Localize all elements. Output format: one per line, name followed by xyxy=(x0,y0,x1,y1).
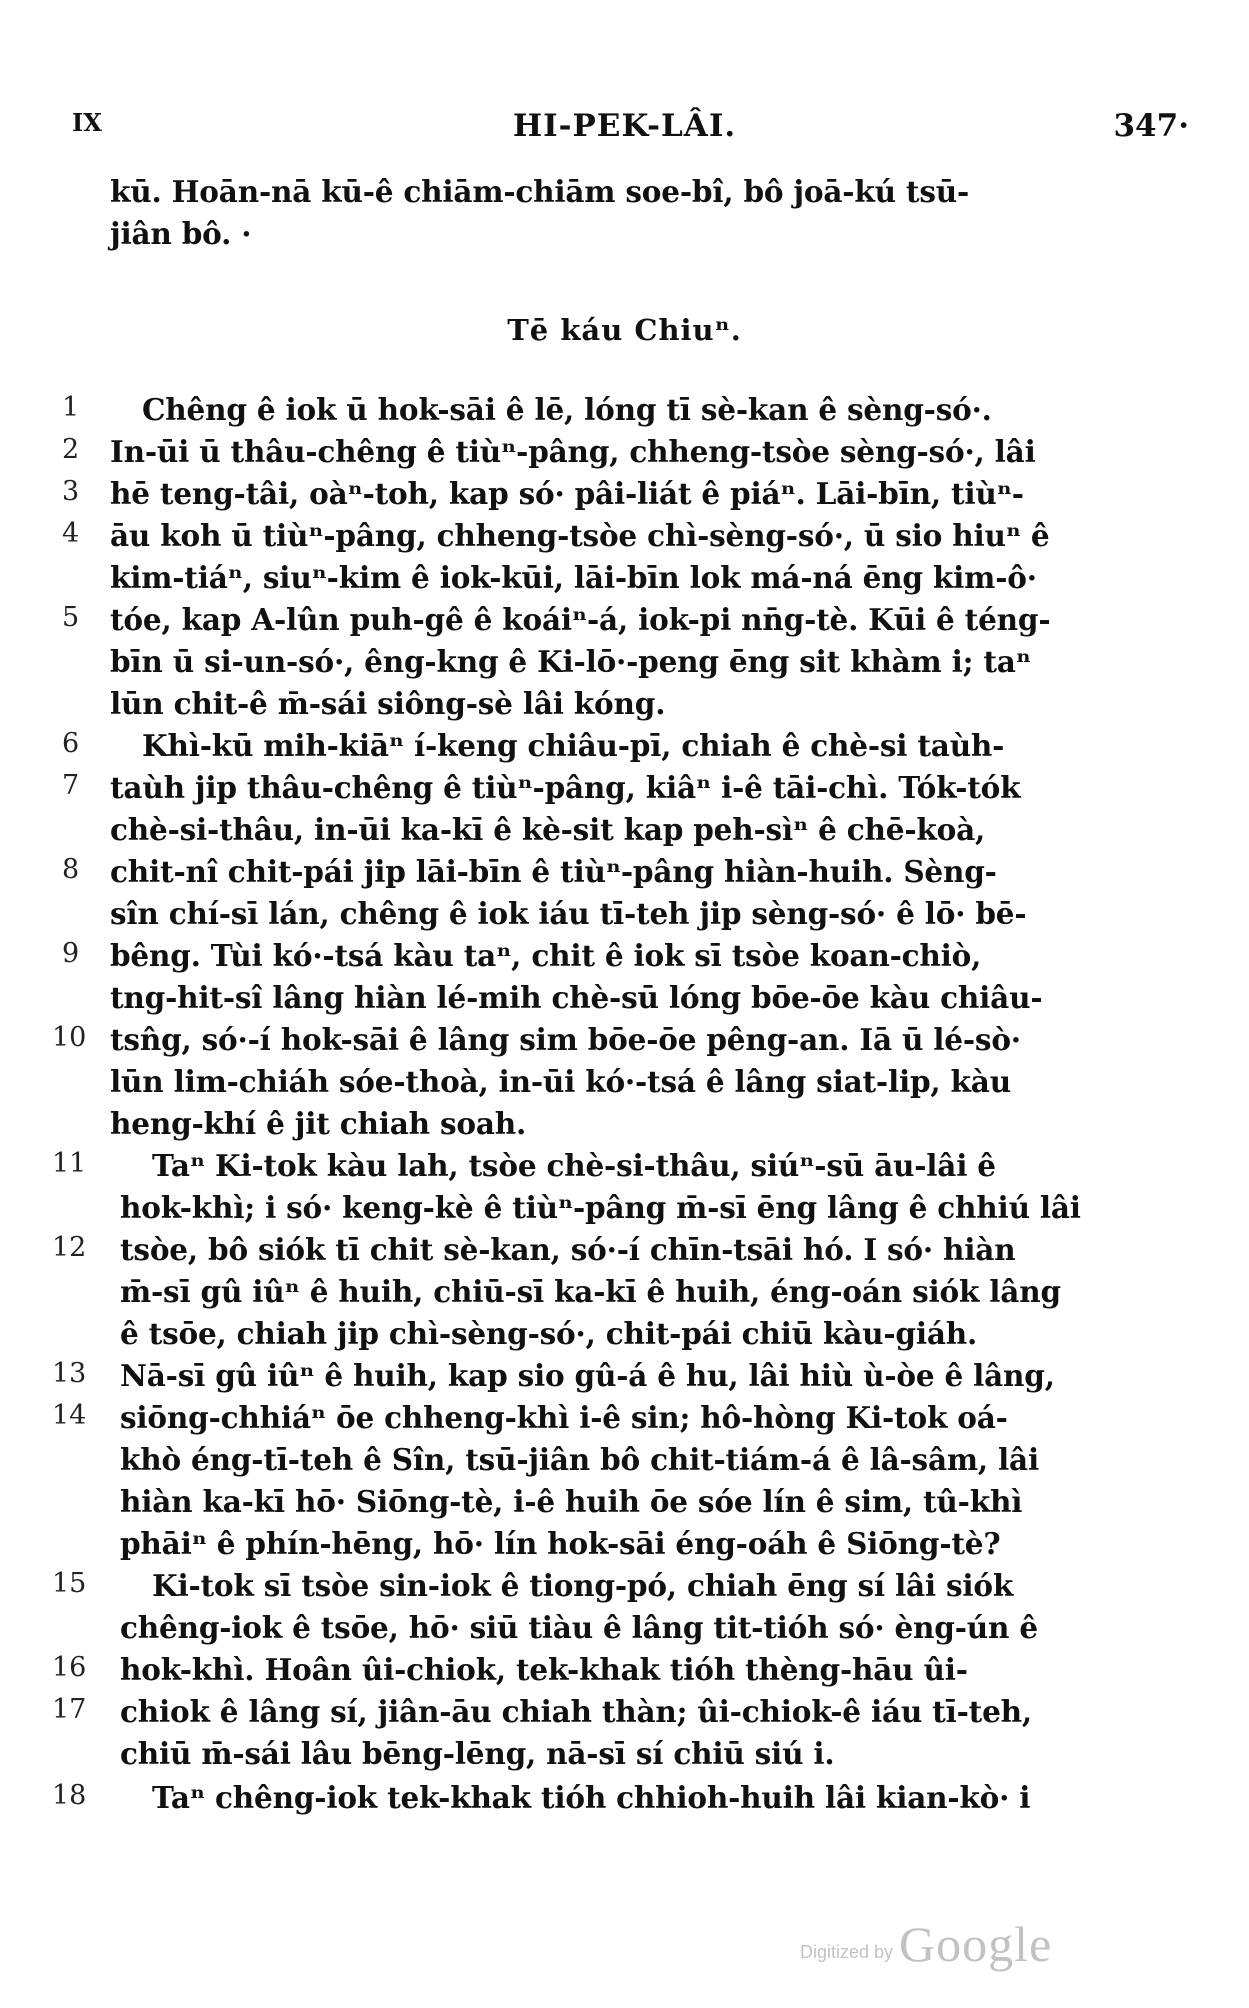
text-line: āu koh ū tiùⁿ-pâng, chheng-tsòe chì-sèng-só·, ū sio hiuⁿ ê xyxy=(110,518,1050,553)
verse-number: 13 xyxy=(52,1358,87,1389)
verse-number: 2 xyxy=(62,434,80,465)
digitization-watermark xyxy=(800,1915,1080,1973)
text-line: chit-nî chit-pái jip lāi-bīn ê tiùⁿ-pâng hiàn-huih. Sèng- xyxy=(110,854,997,889)
text-line: khò éng-tī-teh ê Sîn, tsū-jiân bô chit-tiám-á ê lâ-sâm, lâi xyxy=(120,1442,1039,1477)
verse-number: 16 xyxy=(52,1652,87,1683)
verse-number: 10 xyxy=(52,1022,87,1053)
verse-number: 4 xyxy=(62,518,80,549)
verse-number: 3 xyxy=(62,476,80,507)
text-line: bêng. Tùi kó·-tsá kàu taⁿ, chit ê iok sī tsòe koan-chiò, xyxy=(110,938,982,973)
text-line: taùh jip thâu-chêng ê tiùⁿ-pâng, kiâⁿ i-ê tāi-chì. Tók-tók xyxy=(110,770,1021,805)
running-title: HI-PEK-LÂI. xyxy=(512,108,737,144)
verse-number: 6 xyxy=(62,728,80,759)
text-line: In-ūi ū thâu-chêng ê tiùⁿ-pâng, chheng-tsòe sèng-só·, lâi xyxy=(110,434,1036,469)
page-number: 347· xyxy=(1113,108,1189,144)
verse-number: 7 xyxy=(62,770,80,801)
verse-number: 11 xyxy=(52,1148,87,1179)
verse-number: 1 xyxy=(62,392,80,423)
verse-number: 5 xyxy=(62,602,80,633)
verse-number: 17 xyxy=(52,1694,87,1725)
text-line: tsòe, bô siók tī chit sè-kan, só·-í chīn-tsāi hó. I só· hiàn xyxy=(120,1232,1016,1267)
text-line: hē teng-tâi, oàⁿ-toh, kap só· pâi-liát ê piáⁿ. Lāi-bīn, tiùⁿ- xyxy=(110,476,1024,511)
text-line: Ki-tok sī tsòe sin-iok ê tiong-pó, chiah ēng sí lâi siók xyxy=(152,1568,1014,1603)
text-line: tng-hit-sî lâng hiàn lé-mih chè-sū lóng bōe-ōe kàu chiâu- xyxy=(110,980,1043,1015)
verse-number: 12 xyxy=(52,1232,87,1263)
text-line: Taⁿ Ki-tok kàu lah, tsòe chè-si-thâu, siúⁿ-sū āu-lâi ê xyxy=(152,1148,996,1183)
verse-number: 14 xyxy=(52,1400,87,1431)
chapter-number: IX xyxy=(72,108,102,137)
text-line: Chêng ê iok ū hok-sāi ê lē, lóng tī sè-kan ê sèng-só·. xyxy=(142,392,992,427)
text-line: Nā-sī gû iûⁿ ê huih, kap sio gû-á ê hu, lâi hiù ù-òe ê lâng, xyxy=(120,1358,1055,1393)
text-line: siōng-chhiáⁿ ōe chheng-khì i-ê sin; hô-hòng Ki-tok oá- xyxy=(120,1400,1008,1435)
text-line: lūn lim-chiáh sóe-thoà, in-ūi kó·-tsá ê lâng siat-lip, kàu xyxy=(110,1064,1011,1099)
text-line: lūn chit-ê m̄-sái siông-sè lâi kóng. xyxy=(110,686,666,721)
verse-number: 15 xyxy=(52,1568,87,1599)
text-line: hiàn ka-kī hō· Siōng-tè, i-ê huih ōe sóe lín ê sim, tû-khì xyxy=(120,1484,1023,1519)
text-line: hok-khì; i só· keng-kè ê tiùⁿ-pâng m̄-sī ēng lâng ê chhiú lâi xyxy=(120,1190,1081,1225)
text-line: chè-si-thâu, in-ūi ka-kī ê kè-sit kap peh-sìⁿ ê chē-koà, xyxy=(110,812,986,847)
text-line: m̄-sī gû iûⁿ ê huih, chiū-sī ka-kī ê huih, éng-oán siók lâng xyxy=(120,1274,1061,1309)
text-line: phāiⁿ ê phín-hēng, hō· lín hok-sāi éng-oáh ê Siōng-tè? xyxy=(120,1526,1001,1561)
text-line: ê tsōe, chiah jip chì-sèng-só·, chit-pái chiū kàu-giáh. xyxy=(120,1316,978,1351)
text-line: heng-khí ê jit chiah soah. xyxy=(110,1106,527,1141)
verse-number: 9 xyxy=(62,938,80,969)
text-line: chiū m̄-sái lâu bēng-lēng, nā-sī sí chiū siú i. xyxy=(120,1736,835,1771)
text-line: Khì-kū mih-kiāⁿ í-keng chiâu-pī, chiah ê chè-si taùh- xyxy=(142,728,1005,763)
text-line: sîn chí-sī lán, chêng ê iok iáu tī-teh jip sèng-só· ê lō· bē- xyxy=(110,896,1027,931)
intro-line: kū. Hoān-nā kū-ê chiām-chiām soe-bî, bô joā-kú tsū- xyxy=(110,174,970,209)
text-line: Taⁿ chêng-iok tek-khak tióh chhioh-huih lâi kian-kò· i xyxy=(152,1780,1031,1815)
section-title: Tē káu Chiuⁿ. xyxy=(507,313,742,347)
text-line: tsn̂g, só·-í hok-sāi ê lâng sim bōe-ōe pêng-an. Iā ū lé-sò· xyxy=(110,1022,1021,1057)
text-line: hok-khì. Hoân ûi-chiok, tek-khak tióh thèng-hāu ûi- xyxy=(120,1652,968,1687)
text-line: bīn ū si-un-só·, êng-kng ê Ki-lō·-peng ēng sit khàm i; taⁿ xyxy=(110,644,1031,679)
verse-number: 18 xyxy=(52,1780,87,1811)
digitized-label: Digitized by xyxy=(800,1942,894,1962)
google-logo: Google xyxy=(899,1916,1053,1972)
text-line: kim-tiáⁿ, siuⁿ-kim ê iok-kūi, lāi-bīn lok má-ná ēng kim-ô· xyxy=(110,560,1037,595)
text-line: tóe, kap A-lûn puh-gê ê koáiⁿ-á, iok-pi nn̄g-tè. Kūi ê téng- xyxy=(110,602,1051,637)
text-line: chêng-iok ê tsōe, hō· siū tiàu ê lâng tit-tióh só· èng-ún ê xyxy=(120,1610,1038,1645)
intro-line: jiân bô. · xyxy=(110,216,252,251)
text-line: chiok ê lâng sí, jiân-āu chiah thàn; ûi-chiok-ê iáu tī-teh, xyxy=(120,1694,1032,1729)
verse-number: 8 xyxy=(62,854,80,885)
